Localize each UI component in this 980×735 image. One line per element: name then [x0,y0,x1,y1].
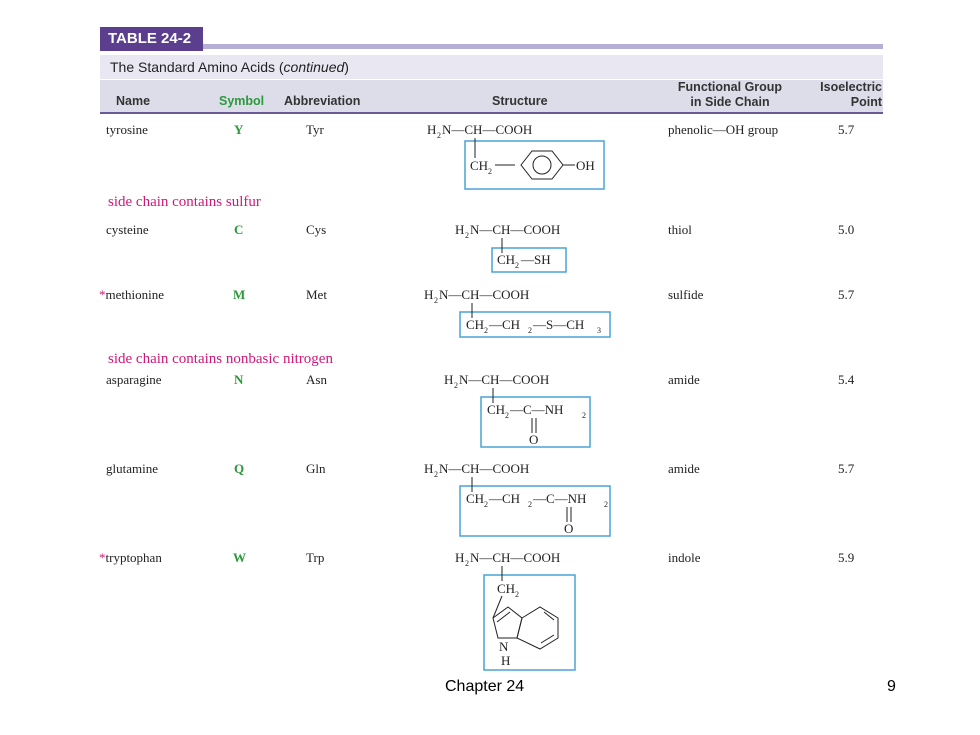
table-badge: TABLE 24-2 [100,27,203,51]
row-pi-glutamine: 5.7 [838,461,855,476]
header-structure: Structure [492,94,548,108]
met-ch2: —CH [489,317,521,332]
tyr-amine-sub: 2 [437,131,441,140]
row-abbr-cysteine: Cys [306,222,327,237]
trp-ch-sub: 2 [515,590,519,599]
header-functional-group: Functional Group in Side Chain [677,80,783,109]
met-amine-sub: 2 [434,296,438,305]
gln-amine-h: H [424,461,434,476]
header-name: Name [116,94,151,108]
row-pi-asparagine: 5.4 [838,372,855,387]
met-ch3-sub: 3 [597,326,601,335]
row-symbol-tyrosine: Y [234,122,244,137]
trp-amine-sub: 2 [465,559,469,568]
footer-page-number: 9 [887,678,896,695]
cys-amine-sub: 2 [465,231,469,240]
met-ch1-sub: 2 [484,326,488,335]
row-group-tyrosine: phenolic—OH group [668,122,779,137]
met-amine-h: H [424,287,434,302]
header-isoelectric-point: Isoelectric Point [820,80,882,109]
gln-o: O [564,521,574,536]
row-abbr-methionine: Met [306,287,327,302]
tyr-ch: CH [470,158,489,173]
asn-nh-sub: 2 [582,411,586,420]
met-ch1: CH [466,317,485,332]
row-pi-methionine: 5.7 [838,287,855,302]
row-symbol-methionine: M [233,287,246,302]
row-symbol-asparagine: N [234,372,244,387]
row-group-asparagine: amide [668,372,700,387]
row-name-tyrosine: tyrosine [106,122,148,137]
row-group-cysteine: thiol [668,222,692,237]
gln-amine-sub: 2 [434,470,438,479]
row-name-tryptophan: *tryptophan [99,550,162,565]
trp-ch: CH [497,581,516,596]
section-label-sulfur: side chain contains sulfur [108,194,261,210]
tyr-amine-h: H [427,122,437,137]
row-pi-tryptophan: 5.9 [838,550,855,565]
gln-ch2: —CH [489,491,521,506]
asn-o: O [529,432,539,447]
trp-backbone: N—CH—COOH [470,550,561,565]
section-label-nitrogen: side chain contains nonbasic nitrogen [108,351,333,367]
gln-nh-sub: 2 [604,500,608,509]
met-ch2-sub: 2 [528,326,532,335]
row-symbol-tryptophan: W [233,550,246,565]
row-pi-tyrosine: 5.7 [838,122,855,137]
trp-ring-h: H [501,653,511,668]
row-pi-cysteine: 5.0 [838,222,855,237]
asn-ch: CH [487,402,506,417]
asn-amine-h: H [444,372,454,387]
cys-ch-sub: 2 [515,261,519,270]
header-abbreviation: Abbreviation [284,94,361,108]
cys-ch: CH [497,252,516,267]
gln-ch1: CH [466,491,485,506]
row-abbr-asparagine: Asn [306,372,327,387]
row-name-methionine: *methionine [99,287,164,302]
asn-ch-sub: 2 [505,411,509,420]
cys-sh: —SH [521,252,551,267]
row-group-glutamine: amide [668,461,700,476]
asn-c-nh: —C—NH [510,402,564,417]
header-symbol: Symbol [219,94,265,108]
asn-amine-sub: 2 [454,381,458,390]
met-s-ch: —S—CH [533,317,585,332]
cys-amine-h: H [455,222,465,237]
gln-backbone: N—CH—COOH [439,461,530,476]
row-group-methionine: sulfide [668,287,704,302]
row-name-asparagine: asparagine [106,372,162,387]
structure-bonds [472,138,575,649]
footer-chapter: Chapter 24 [445,678,525,695]
row-group-tryptophan: indole [668,550,701,565]
cys-backbone: N—CH—COOH [470,222,561,237]
tyr-oh: OH [576,158,595,173]
table-subtitle: The Standard Amino Acids (continued) [100,55,883,79]
row-symbol-cysteine: C [234,222,244,237]
tyr-ch-sub: 2 [488,167,492,176]
trp-amine-h: H [455,550,465,565]
gln-ch2-sub: 2 [528,500,532,509]
row-abbr-glutamine: Gln [306,461,326,476]
tyr-backbone: N—CH—COOH [442,122,533,137]
trp-ring-n: N [499,639,509,654]
gln-ch1-sub: 2 [484,500,488,509]
row-symbol-glutamine: Q [234,461,245,476]
row-abbr-tyrosine: Tyr [306,122,324,137]
row-name-cysteine: cysteine [106,222,149,237]
asn-backbone: N—CH—COOH [459,372,550,387]
row-name-glutamine: glutamine [106,461,158,476]
gln-c-nh: —C—NH [533,491,587,506]
row-abbr-tryptophan: Trp [306,550,325,565]
met-backbone: N—CH—COOH [439,287,530,302]
